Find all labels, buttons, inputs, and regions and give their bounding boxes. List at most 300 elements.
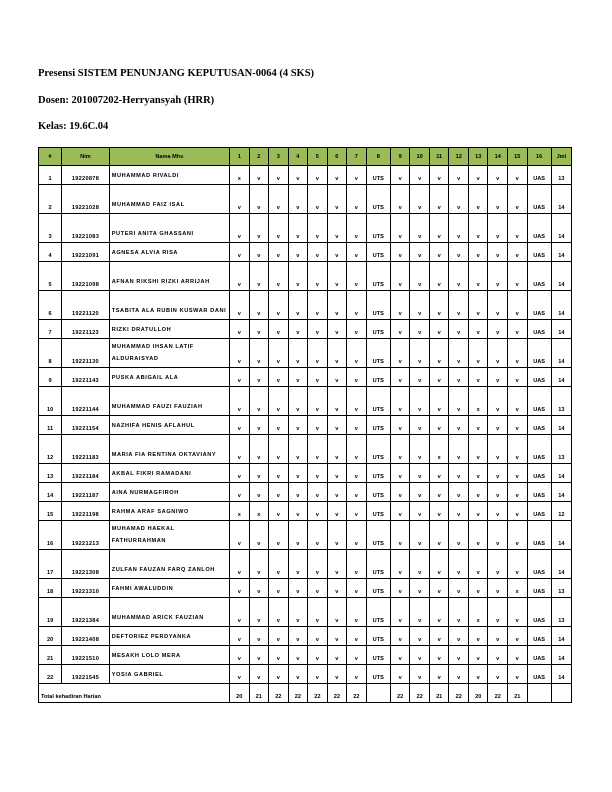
attendance-cell: UTS — [366, 627, 390, 646]
attendance-cell: v — [347, 339, 367, 368]
column-header: Nim — [62, 148, 109, 166]
attendance-cell: v — [308, 627, 328, 646]
attendance-cell: v — [308, 464, 328, 483]
column-header: 4 — [288, 148, 308, 166]
attendance-cell: UTS — [366, 185, 390, 214]
header-row — [39, 148, 572, 166]
attendance-cell: v — [488, 483, 508, 502]
attendance-cell: v — [288, 435, 308, 464]
student-name: AINA NURMAGFIROH — [109, 483, 229, 502]
attendance-cell: v — [390, 291, 410, 320]
daily-total-cell: 22 — [269, 684, 289, 703]
attendance-cell: v — [308, 483, 328, 502]
attendance-cell: v — [429, 166, 449, 185]
attendance-cell: UTS — [366, 387, 390, 416]
student-nim: 19221545 — [62, 665, 109, 684]
student-nim: 19221184 — [62, 464, 109, 483]
attendance-cell: v — [507, 262, 527, 291]
attendance-cell: v — [468, 521, 488, 550]
attendance-cell: v — [468, 483, 488, 502]
attendance-cell: v — [507, 214, 527, 243]
attendance-cell: v — [230, 483, 250, 502]
attendance-cell: v — [230, 464, 250, 483]
attendance-cell: v — [390, 521, 410, 550]
attendance-cell: v — [230, 339, 250, 368]
table-row — [39, 502, 572, 521]
student-name: MUHAMMAD RIVALDI — [109, 166, 229, 185]
column-header: 10 — [410, 148, 430, 166]
column-header: 6 — [327, 148, 347, 166]
attendance-cell: v — [488, 185, 508, 214]
attendance-cell: v — [507, 627, 527, 646]
attendance-cell: v — [429, 627, 449, 646]
attendance-cell: v — [507, 598, 527, 627]
row-number: 15 — [39, 502, 62, 521]
student-name: MUHAMMAD IHSAN LATIF ALDURAISYAD — [109, 339, 229, 368]
row-number: 6 — [39, 291, 62, 320]
attendance-cell: UAS — [527, 166, 551, 185]
attendance-cell: UTS — [366, 435, 390, 464]
attendance-cell: v — [390, 435, 410, 464]
attendance-cell: v — [410, 320, 430, 339]
attendance-cell: v — [449, 579, 469, 598]
attendance-cell: v — [507, 464, 527, 483]
attendance-cell: v — [327, 435, 347, 464]
attendance-cell: v — [449, 435, 469, 464]
attendance-cell: v — [230, 627, 250, 646]
attendance-cell: v — [269, 646, 289, 665]
attendance-cell: v — [308, 243, 328, 262]
attendance-cell: v — [249, 214, 269, 243]
attendance-cell: UTS — [366, 598, 390, 627]
attendance-cell: v — [410, 627, 430, 646]
student-name: MUHAMMAD FAUZI FAUZIAH — [109, 387, 229, 416]
attendance-cell: v — [449, 521, 469, 550]
attendance-cell: v — [249, 185, 269, 214]
attendance-cell: v — [308, 416, 328, 435]
attendance-cell: v — [429, 262, 449, 291]
attendance-cell: v — [488, 166, 508, 185]
attendance-cell: v — [449, 339, 469, 368]
student-name: MUHAMMAD ARICK FAUZIAN — [109, 598, 229, 627]
attendance-cell: v — [449, 665, 469, 684]
student-nim: 19221187 — [62, 483, 109, 502]
attendance-cell: v — [269, 483, 289, 502]
table-row — [39, 320, 572, 339]
table-row — [39, 262, 572, 291]
attendance-cell: v — [410, 214, 430, 243]
attendance-cell: v — [468, 435, 488, 464]
attendance-cell: UTS — [366, 166, 390, 185]
student-nim: 19221154 — [62, 416, 109, 435]
attendance-cell: v — [488, 435, 508, 464]
attendance-cell: v — [269, 185, 289, 214]
attendance-cell: v — [410, 416, 430, 435]
attendance-cell: v — [429, 665, 449, 684]
attendance-cell: v — [468, 185, 488, 214]
attendance-cell: UAS — [527, 243, 551, 262]
attendance-cell: v — [308, 646, 328, 665]
table-row — [39, 416, 572, 435]
attendance-cell: UAS — [527, 291, 551, 320]
attendance-cell: v — [249, 166, 269, 185]
attendance-cell: v — [429, 483, 449, 502]
column-header: Nama Mhs — [109, 148, 229, 166]
attendance-cell: v — [390, 262, 410, 291]
attendance-cell: v — [230, 665, 250, 684]
attendance-cell: v — [269, 214, 289, 243]
attendance-cell: v — [488, 550, 508, 579]
attendance-cell: v — [390, 320, 410, 339]
attendance-cell: UTS — [366, 646, 390, 665]
attendance-cell: v — [347, 598, 367, 627]
attendance-cell: UAS — [527, 579, 551, 598]
table-row — [39, 387, 572, 416]
attendance-cell: v — [269, 243, 289, 262]
lecturer-line: Dosen: 201007202-Herryansyah (HRR) — [38, 95, 215, 106]
attendance-cell: v — [429, 502, 449, 521]
attendance-cell: v — [429, 550, 449, 579]
attendance-cell: v — [488, 368, 508, 387]
student-name: MUHAMMAD FAIZ ISAL — [109, 185, 229, 214]
attendance-cell: v — [249, 646, 269, 665]
attendance-cell: v — [488, 521, 508, 550]
column-header: 9 — [390, 148, 410, 166]
attendance-cell: v — [269, 368, 289, 387]
student-nim: 19221028 — [62, 185, 109, 214]
attendance-cell: v — [347, 550, 367, 579]
attendance-cell: v — [410, 387, 430, 416]
student-name: FAHMI AWALUDDIN — [109, 579, 229, 598]
attendance-cell: v — [507, 339, 527, 368]
attendance-cell: v — [327, 416, 347, 435]
attendance-cell: v — [327, 320, 347, 339]
attendance-cell: v — [429, 339, 449, 368]
attendance-cell: v — [347, 502, 367, 521]
attendance-cell: v — [347, 243, 367, 262]
attendance-cell: v — [390, 502, 410, 521]
attendance-cell: v — [429, 598, 449, 627]
attendance-cell: v — [410, 185, 430, 214]
attendance-cell: v — [410, 598, 430, 627]
attendance-cell: v — [410, 243, 430, 262]
attendance-total: 14 — [551, 368, 571, 387]
attendance-cell: v — [449, 243, 469, 262]
attendance-cell: v — [269, 464, 289, 483]
attendance-cell: v — [507, 416, 527, 435]
attendance-cell: v — [288, 291, 308, 320]
attendance-total: 14 — [551, 521, 571, 550]
row-number: 2 — [39, 185, 62, 214]
attendance-cell: v — [507, 665, 527, 684]
daily-total-cell: 21 — [249, 684, 269, 703]
attendance-cell: v — [230, 598, 250, 627]
attendance-cell: v — [468, 627, 488, 646]
student-name: TSABITA ALA RUBIN KUSWAR DANI — [109, 291, 229, 320]
attendance-cell: v — [429, 291, 449, 320]
attendance-cell: v — [327, 502, 347, 521]
attendance-total: 14 — [551, 665, 571, 684]
attendance-cell: v — [390, 646, 410, 665]
attendance-cell: v — [327, 291, 347, 320]
attendance-cell: UAS — [527, 483, 551, 502]
attendance-cell: v — [449, 598, 469, 627]
attendance-cell: v — [327, 464, 347, 483]
attendance-total: 13 — [551, 387, 571, 416]
attendance-cell: v — [230, 646, 250, 665]
attendance-cell: v — [308, 521, 328, 550]
attendance-cell: v — [249, 320, 269, 339]
attendance-cell: v — [230, 435, 250, 464]
daily-total-cell: 21 — [429, 684, 449, 703]
attendance-cell: v — [449, 550, 469, 579]
attendance-cell: v — [347, 627, 367, 646]
daily-total-cell: 22 — [288, 684, 308, 703]
attendance-cell: v — [288, 320, 308, 339]
student-name: MUHAMAD HAEKAL FATHURRAHMAN — [109, 521, 229, 550]
attendance-cell: v — [249, 291, 269, 320]
attendance-cell: v — [347, 291, 367, 320]
attendance-cell: v — [308, 214, 328, 243]
attendance-cell: v — [269, 521, 289, 550]
attendance-cell: UAS — [527, 665, 551, 684]
student-name: AFNAN RIKSHI RIZKI ARRIJAH — [109, 262, 229, 291]
attendance-cell: v — [488, 214, 508, 243]
attendance-cell: v — [449, 464, 469, 483]
attendance-cell: v — [488, 320, 508, 339]
attendance-cell: v — [269, 502, 289, 521]
attendance-cell: v — [288, 416, 308, 435]
attendance-cell: x — [468, 387, 488, 416]
attendance-cell: v — [230, 387, 250, 416]
attendance-cell: v — [507, 550, 527, 579]
attendance-cell: v — [410, 435, 430, 464]
attendance-cell: UTS — [366, 262, 390, 291]
attendance-cell: v — [488, 387, 508, 416]
attendance-cell: v — [468, 243, 488, 262]
daily-total-cell — [551, 684, 571, 703]
attendance-total: 14 — [551, 320, 571, 339]
attendance-cell: v — [327, 665, 347, 684]
attendance-cell: v — [429, 387, 449, 416]
daily-total-cell: 22 — [347, 684, 367, 703]
attendance-cell: v — [308, 368, 328, 387]
table-row — [39, 214, 572, 243]
attendance-cell: x — [249, 502, 269, 521]
attendance-cell: v — [429, 416, 449, 435]
table-row — [39, 435, 572, 464]
daily-total-cell: 22 — [327, 684, 347, 703]
attendance-cell: v — [488, 502, 508, 521]
table-row — [39, 665, 572, 684]
attendance-cell: v — [327, 598, 347, 627]
table-row — [39, 598, 572, 627]
attendance-cell: v — [269, 339, 289, 368]
attendance-cell: v — [449, 416, 469, 435]
attendance-cell: v — [269, 579, 289, 598]
attendance-cell: v — [488, 262, 508, 291]
attendance-cell: v — [230, 262, 250, 291]
attendance-cell: v — [390, 598, 410, 627]
attendance-cell: v — [429, 579, 449, 598]
attendance-cell: v — [468, 368, 488, 387]
attendance-cell: v — [507, 185, 527, 214]
attendance-cell: v — [249, 262, 269, 291]
attendance-cell: v — [390, 627, 410, 646]
row-number: 10 — [39, 387, 62, 416]
student-name: AKBAL FIKRI RAMADANI — [109, 464, 229, 483]
attendance-cell: v — [308, 387, 328, 416]
attendance-cell: v — [288, 646, 308, 665]
attendance-cell: v — [327, 339, 347, 368]
attendance-cell: v — [507, 320, 527, 339]
attendance-cell: UTS — [366, 416, 390, 435]
attendance-total: 14 — [551, 464, 571, 483]
attendance-cell: v — [288, 262, 308, 291]
attendance-cell: UAS — [527, 185, 551, 214]
row-number: 20 — [39, 627, 62, 646]
row-number: 14 — [39, 483, 62, 502]
student-name: NAZHIFA HENIS AFLAHUL — [109, 416, 229, 435]
attendance-cell: v — [468, 665, 488, 684]
attendance-cell: x — [230, 166, 250, 185]
attendance-cell: v — [327, 579, 347, 598]
row-number: 17 — [39, 550, 62, 579]
student-name: YOSIA GABRIEL — [109, 665, 229, 684]
attendance-total: 14 — [551, 214, 571, 243]
attendance-cell: v — [327, 166, 347, 185]
attendance-cell: UTS — [366, 579, 390, 598]
attendance-total: 13 — [551, 598, 571, 627]
attendance-cell: v — [390, 214, 410, 243]
column-header: 15 — [507, 148, 527, 166]
attendance-cell: v — [410, 368, 430, 387]
student-nim: 19221083 — [62, 214, 109, 243]
attendance-cell: UAS — [527, 435, 551, 464]
table-row — [39, 368, 572, 387]
row-number: 12 — [39, 435, 62, 464]
column-header: 2 — [249, 148, 269, 166]
attendance-cell: v — [347, 435, 367, 464]
attendance-total: 12 — [551, 502, 571, 521]
attendance-cell: v — [429, 521, 449, 550]
attendance-cell: v — [269, 416, 289, 435]
attendance-cell: v — [507, 521, 527, 550]
attendance-cell: UAS — [527, 368, 551, 387]
daily-total-cell: 22 — [308, 684, 328, 703]
attendance-cell: v — [488, 646, 508, 665]
table-row — [39, 185, 572, 214]
student-nim: 19220878 — [62, 166, 109, 185]
attendance-cell: v — [429, 214, 449, 243]
attendance-cell: v — [347, 320, 367, 339]
attendance-cell: v — [507, 646, 527, 665]
attendance-cell: v — [390, 185, 410, 214]
attendance-cell: UAS — [527, 262, 551, 291]
attendance-cell: v — [468, 646, 488, 665]
attendance-cell: v — [390, 387, 410, 416]
attendance-cell: v — [449, 291, 469, 320]
row-number: 7 — [39, 320, 62, 339]
attendance-cell: v — [308, 502, 328, 521]
attendance-cell: v — [288, 339, 308, 368]
attendance-cell: v — [347, 387, 367, 416]
attendance-cell: v — [429, 368, 449, 387]
row-number: 22 — [39, 665, 62, 684]
attendance-cell: v — [347, 185, 367, 214]
attendance-cell: v — [449, 502, 469, 521]
attendance-cell: v — [230, 291, 250, 320]
attendance-cell: v — [308, 579, 328, 598]
table-row — [39, 339, 572, 368]
attendance-cell: UAS — [527, 550, 551, 579]
attendance-cell: v — [390, 368, 410, 387]
column-header: Jml — [551, 148, 571, 166]
attendance-cell: v — [347, 483, 367, 502]
attendance-cell: v — [249, 627, 269, 646]
row-number: 21 — [39, 646, 62, 665]
attendance-cell: v — [468, 502, 488, 521]
row-number: 5 — [39, 262, 62, 291]
student-nim: 19221183 — [62, 435, 109, 464]
attendance-cell: UTS — [366, 291, 390, 320]
attendance-cell: v — [269, 387, 289, 416]
column-header: 12 — [449, 148, 469, 166]
attendance-cell: v — [288, 214, 308, 243]
attendance-cell: v — [488, 627, 508, 646]
column-header: # — [39, 148, 62, 166]
attendance-cell: v — [449, 320, 469, 339]
attendance-cell: v — [449, 483, 469, 502]
column-header: 14 — [488, 148, 508, 166]
row-number: 8 — [39, 339, 62, 368]
attendance-cell: v — [410, 579, 430, 598]
attendance-cell: v — [308, 550, 328, 579]
student-nim: 19221198 — [62, 502, 109, 521]
attendance-cell: v — [488, 665, 508, 684]
attendance-table — [38, 147, 572, 703]
attendance-cell: UAS — [527, 339, 551, 368]
attendance-cell: v — [429, 646, 449, 665]
attendance-cell: UTS — [366, 464, 390, 483]
attendance-cell: UTS — [366, 502, 390, 521]
column-header: 7 — [347, 148, 367, 166]
attendance-cell: v — [269, 262, 289, 291]
attendance-cell: v — [507, 166, 527, 185]
attendance-cell: v — [410, 646, 430, 665]
attendance-cell: v — [288, 579, 308, 598]
daily-total-cell: 22 — [410, 684, 430, 703]
attendance-cell: v — [347, 214, 367, 243]
attendance-cell: UAS — [527, 387, 551, 416]
attendance-cell: v — [327, 483, 347, 502]
attendance-cell: UTS — [366, 339, 390, 368]
attendance-cell: v — [347, 665, 367, 684]
column-header: 5 — [308, 148, 328, 166]
attendance-cell: UAS — [527, 320, 551, 339]
attendance-cell: v — [468, 291, 488, 320]
attendance-cell: v — [327, 243, 347, 262]
table-row — [39, 483, 572, 502]
attendance-total: 14 — [551, 483, 571, 502]
attendance-cell: v — [327, 627, 347, 646]
attendance-cell: v — [230, 521, 250, 550]
attendance-cell: UTS — [366, 550, 390, 579]
attendance-cell: v — [468, 320, 488, 339]
attendance-total: 14 — [551, 550, 571, 579]
attendance-cell: v — [410, 291, 430, 320]
attendance-cell: v — [488, 579, 508, 598]
